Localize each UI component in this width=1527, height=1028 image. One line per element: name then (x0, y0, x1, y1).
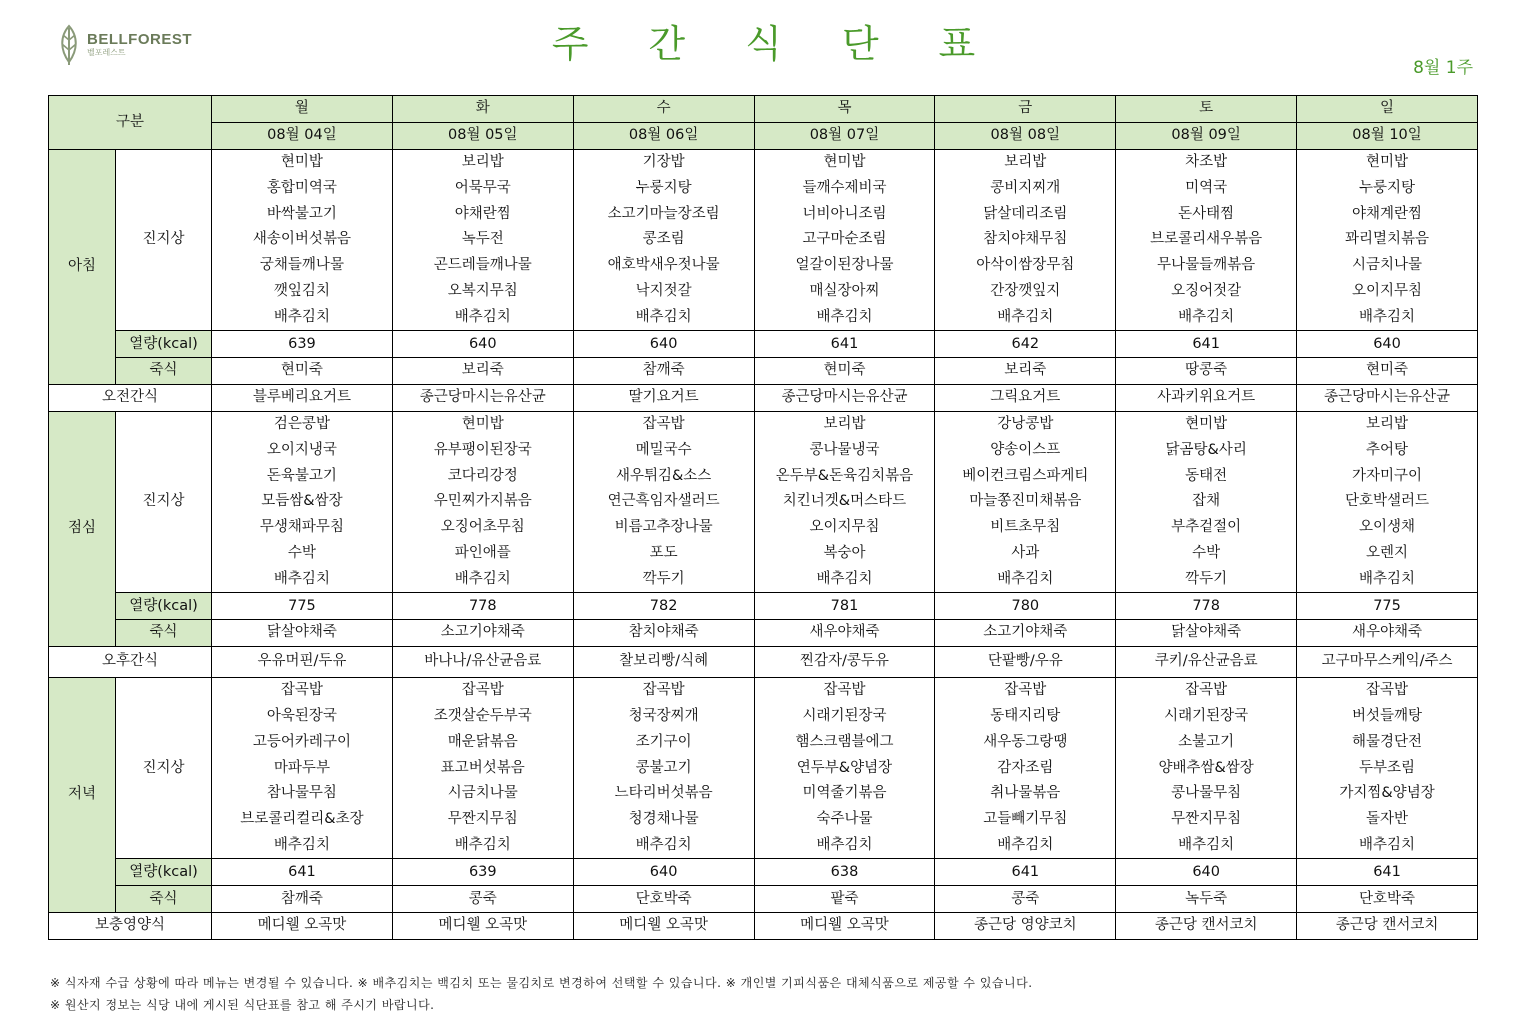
kcal-value: 641 (754, 331, 935, 358)
menu-item: 차조밥 (1116, 149, 1297, 175)
menu-item: 오복지무침 (392, 279, 573, 305)
supplement-item: 종근당 캔서코치 (1116, 912, 1297, 939)
kcal-value: 641 (1297, 859, 1478, 886)
porridge-item: 닭살야채죽 (1116, 619, 1297, 646)
menu-item: 버섯들깨탕 (1297, 704, 1478, 730)
weekly-menu-table (48, 95, 1478, 940)
kcal-value: 640 (573, 331, 754, 358)
notes (50, 972, 1033, 1016)
main-label: 진지상 (116, 149, 212, 331)
menu-item: 우민찌가지볶음 (392, 489, 573, 515)
porridge-item: 닭살야채죽 (212, 619, 393, 646)
brand-sub: 벨포레스트 (87, 48, 126, 57)
menu-item: 배추김치 (1116, 304, 1297, 330)
kcal-value: 640 (392, 331, 573, 358)
day-header: 금 (935, 96, 1116, 123)
menu-item: 잡곡밥 (212, 677, 393, 703)
note-line: ※ 원산지 정보는 식당 내에 게시된 식단표를 참고 해 주시기 바랍니다. (50, 998, 435, 1012)
page-title: 주간식단표 (551, 22, 1036, 66)
menu-item: 잡곡밥 (754, 677, 935, 703)
menu-item: 현미밥 (754, 149, 935, 175)
menu-item: 들깨수제비국 (754, 175, 935, 201)
menu-item: 시래기된장국 (754, 704, 935, 730)
kcal-value: 641 (935, 859, 1116, 886)
menu-item: 무짠지무침 (1116, 807, 1297, 833)
kcal-value: 640 (573, 859, 754, 886)
porridge-item: 소고기야채죽 (392, 619, 573, 646)
menu-item: 무짠지무침 (392, 807, 573, 833)
menu-item: 비트초무침 (935, 515, 1116, 541)
menu-item: 마늘쫑진미채볶음 (935, 489, 1116, 515)
breakfast-main-row (49, 279, 1478, 305)
am_snack-label: 오전간식 (49, 384, 212, 411)
menu-item: 오징어초무침 (392, 515, 573, 541)
menu-item: 파인애플 (392, 541, 573, 567)
menu-item: 배추김치 (754, 833, 935, 859)
menu-item: 돈사태찜 (1116, 201, 1297, 227)
menu-item: 누룽지탕 (1297, 175, 1478, 201)
menu-item: 바싹불고기 (212, 201, 393, 227)
porridge-item: 현미죽 (754, 357, 935, 384)
menu-item: 아욱된장국 (212, 704, 393, 730)
pm_snack-item: 고구마무스케익/주스 (1297, 646, 1478, 677)
porridge-item: 팥죽 (754, 886, 935, 913)
menu-item: 검은콩밥 (212, 411, 393, 437)
am_snack-item: 종근당마시는유산균 (392, 384, 573, 411)
brand-name: BELLFOREST (87, 31, 192, 48)
week-label: 8월 1주 (1413, 58, 1473, 78)
lunch-main-row (49, 515, 1478, 541)
menu-item: 야채계란찜 (1297, 201, 1478, 227)
lunch-main-row (49, 463, 1478, 489)
menu-item: 애호박새우젓나물 (573, 253, 754, 279)
menu-item: 복숭아 (754, 541, 935, 567)
menu-item: 녹두전 (392, 227, 573, 253)
menu-item: 치킨너겟&머스타드 (754, 489, 935, 515)
porridge-item: 현미죽 (212, 357, 393, 384)
day-header: 화 (392, 96, 573, 123)
breakfast-main-row (49, 201, 1478, 227)
menu-item: 배추김치 (1297, 566, 1478, 592)
pm_snack-item: 찰보리빵/식혜 (573, 646, 754, 677)
menu-item: 유부팽이된장국 (392, 437, 573, 463)
supplement-item: 메디웰 오곡맛 (392, 912, 573, 939)
dinner-porridge-row (49, 886, 1478, 913)
menu-item: 양배추쌈&쌈장 (1116, 755, 1297, 781)
kcal-label: 열량(kcal) (116, 593, 212, 620)
day-header: 일 (1297, 96, 1478, 123)
menu-item: 보리밥 (392, 149, 573, 175)
menu-item: 배추김치 (754, 304, 935, 330)
menu-item: 야채란찜 (392, 201, 573, 227)
dinner-main-row (49, 781, 1478, 807)
menu-item: 고구마순조림 (754, 227, 935, 253)
menu-item: 소불고기 (1116, 729, 1297, 755)
menu-item: 배추김치 (1297, 833, 1478, 859)
menu-item: 배추김치 (392, 566, 573, 592)
menu-item: 미역줄기볶음 (754, 781, 935, 807)
supplement-item: 메디웰 오곡맛 (573, 912, 754, 939)
menu-item: 연두부&양념장 (754, 755, 935, 781)
am_snack-row (49, 384, 1478, 411)
menu-item: 꽈리멸치볶음 (1297, 227, 1478, 253)
lunch-main-row (49, 541, 1478, 567)
menu-item: 궁채들깨나물 (212, 253, 393, 279)
menu-item: 콩불고기 (573, 755, 754, 781)
menu-item: 양송이스프 (935, 437, 1116, 463)
porridge-item: 참깨죽 (573, 357, 754, 384)
menu-item: 배추김치 (1297, 304, 1478, 330)
menu-item: 배추김치 (935, 304, 1116, 330)
menu-item: 잡채 (1116, 489, 1297, 515)
dinner-label: 저녁 (49, 677, 116, 912)
breakfast-main-row (49, 149, 1478, 175)
date-header: 08월 05일 (392, 122, 573, 149)
menu-item: 닭곰탕&사리 (1116, 437, 1297, 463)
porridge-item: 단호박죽 (573, 886, 754, 913)
lunch-label: 점심 (49, 411, 116, 646)
dinner-kcal-row (49, 859, 1478, 886)
lunch-main-row (49, 489, 1478, 515)
porridge-item: 콩죽 (935, 886, 1116, 913)
header-row-dates (49, 122, 1478, 149)
supplement-item: 종근당 캔서코치 (1297, 912, 1478, 939)
lunch-main-row (49, 566, 1478, 592)
kcal-value: 775 (1297, 593, 1478, 620)
menu-item: 새우동그랑땡 (935, 729, 1116, 755)
pm_snack-item: 바나나/유산균음료 (392, 646, 573, 677)
menu-item: 홍합미역국 (212, 175, 393, 201)
porridge-label: 죽식 (116, 886, 212, 913)
menu-item: 기장밥 (573, 149, 754, 175)
menu-item: 햄스크램블에그 (754, 729, 935, 755)
menu-item: 잡곡밥 (935, 677, 1116, 703)
menu-item: 매실장아찌 (754, 279, 935, 305)
menu-item: 배추김치 (1116, 833, 1297, 859)
date-header: 08월 06일 (573, 122, 754, 149)
menu-item: 사과 (935, 541, 1116, 567)
menu-item: 잡곡밥 (1116, 677, 1297, 703)
date-header: 08월 09일 (1116, 122, 1297, 149)
day-header: 목 (754, 96, 935, 123)
menu-item: 현미밥 (1116, 411, 1297, 437)
porridge-item: 새우야채죽 (1297, 619, 1478, 646)
am_snack-item: 딸기요거트 (573, 384, 754, 411)
breakfast-main-row (49, 304, 1478, 330)
menu-item: 느타리버섯볶음 (573, 781, 754, 807)
supplement-row (49, 912, 1478, 939)
kcal-value: 640 (1297, 331, 1478, 358)
breakfast-main-row (49, 227, 1478, 253)
kcal-value: 781 (754, 593, 935, 620)
menu-item: 코다리강정 (392, 463, 573, 489)
menu-item: 콩비지찌개 (935, 175, 1116, 201)
menu-item: 해물경단전 (1297, 729, 1478, 755)
menu-item: 콩나물냉국 (754, 437, 935, 463)
breakfast-main-row (49, 253, 1478, 279)
day-header: 월 (212, 96, 393, 123)
menu-item: 동태지리탕 (935, 704, 1116, 730)
date-header: 08월 07일 (754, 122, 935, 149)
menu-item: 낙지젓갈 (573, 279, 754, 305)
menu-item: 비름고추장나물 (573, 515, 754, 541)
dinner-main-row (49, 729, 1478, 755)
kcal-label: 열량(kcal) (116, 331, 212, 358)
menu-item: 잡곡밥 (573, 677, 754, 703)
menu-item: 오이지냉국 (212, 437, 393, 463)
menu-item: 깍두기 (1116, 566, 1297, 592)
menu-item: 수박 (1116, 541, 1297, 567)
menu-item: 시래기된장국 (1116, 704, 1297, 730)
date-header: 08월 04일 (212, 122, 393, 149)
porridge-item: 콩죽 (392, 886, 573, 913)
menu-item: 고들빼기무침 (935, 807, 1116, 833)
main-label: 진지상 (116, 411, 212, 593)
menu-item: 시금치나물 (392, 781, 573, 807)
pm_snack-item: 찐감자/콩두유 (754, 646, 935, 677)
pm_snack-label: 오후간식 (49, 646, 212, 677)
menu-item: 가지찜&양념장 (1297, 781, 1478, 807)
menu-item: 참나물무침 (212, 781, 393, 807)
kcal-value: 642 (935, 331, 1116, 358)
am_snack-item: 블루베리요거트 (212, 384, 393, 411)
menu-item: 콩나물무침 (1116, 781, 1297, 807)
menu-item: 배추김치 (573, 833, 754, 859)
menu-item: 현미밥 (212, 149, 393, 175)
menu-item: 잡곡밥 (573, 411, 754, 437)
menu-item: 배추김치 (573, 304, 754, 330)
porridge-item: 현미죽 (1297, 357, 1478, 384)
kcal-value: 639 (392, 859, 573, 886)
breakfast-label: 아침 (49, 149, 116, 384)
am_snack-item: 사과키위요거트 (1116, 384, 1297, 411)
menu-item: 현미밥 (1297, 149, 1478, 175)
porridge-item: 녹두죽 (1116, 886, 1297, 913)
lunch-main-row (49, 437, 1478, 463)
menu-item: 모듬쌈&쌈장 (212, 489, 393, 515)
menu-item: 곤드레들깨나물 (392, 253, 573, 279)
supplement-label: 보충영양식 (49, 912, 212, 939)
menu-item: 보리밥 (1297, 411, 1478, 437)
menu-item: 매운닭볶음 (392, 729, 573, 755)
menu-item: 배추김치 (935, 566, 1116, 592)
kcal-value: 778 (1116, 593, 1297, 620)
porridge-item: 소고기야채죽 (935, 619, 1116, 646)
kcal-value: 780 (935, 593, 1116, 620)
menu-item: 오이지무침 (754, 515, 935, 541)
menu-item: 오징어젓갈 (1116, 279, 1297, 305)
dinner-main-row (49, 807, 1478, 833)
menu-item: 새우튀김&소스 (573, 463, 754, 489)
dinner-main-row (49, 677, 1478, 703)
note-line: ※ 식자재 수급 상황에 따라 메뉴는 변경될 수 있습니다. ※ 배추김치는 백김치 또는 물김치로 변경하여 선택할 수 있습니다. ※ 개인별 기피식품은 대체식품으로 제공할 수 있습니다. (50, 976, 1033, 990)
menu-item: 부추겉절이 (1116, 515, 1297, 541)
porridge-item: 단호박죽 (1297, 886, 1478, 913)
menu-item: 강낭콩밥 (935, 411, 1116, 437)
supplement-item: 종근당 영양코치 (935, 912, 1116, 939)
header-row-days (49, 96, 1478, 123)
menu-item: 보리밥 (935, 149, 1116, 175)
dinner-main-row (49, 833, 1478, 859)
menu-item: 연근흑임자샐러드 (573, 489, 754, 515)
menu-item: 표고버섯볶음 (392, 755, 573, 781)
menu-item: 배추김치 (392, 833, 573, 859)
breakfast-main-row (49, 175, 1478, 201)
menu-item: 오이생채 (1297, 515, 1478, 541)
menu-item: 베이컨크림스파게티 (935, 463, 1116, 489)
porridge-item: 보리죽 (935, 357, 1116, 384)
dinner-main-row (49, 704, 1478, 730)
menu-item: 동태전 (1116, 463, 1297, 489)
menu-item: 배추김치 (212, 566, 393, 592)
porridge-label: 죽식 (116, 619, 212, 646)
pm_snack-item: 단팥빵/우유 (935, 646, 1116, 677)
kcal-value: 782 (573, 593, 754, 620)
menu-item: 수박 (212, 541, 393, 567)
breakfast-porridge-row (49, 357, 1478, 384)
menu-item: 닭살데리조림 (935, 201, 1116, 227)
menu-item: 숙주나물 (754, 807, 935, 833)
menu-item: 무생채파무침 (212, 515, 393, 541)
menu-item: 무나물들깨볶음 (1116, 253, 1297, 279)
porridge-item: 땅콩죽 (1116, 357, 1297, 384)
menu-item: 보리밥 (754, 411, 935, 437)
menu-item: 돈육불고기 (212, 463, 393, 489)
kcal-value: 641 (212, 859, 393, 886)
day-header: 수 (573, 96, 754, 123)
menu-item: 아삭이쌈장무침 (935, 253, 1116, 279)
menu-item: 배추김치 (935, 833, 1116, 859)
porridge-label: 죽식 (116, 357, 212, 384)
pm_snack-row (49, 646, 1478, 677)
menu-item: 온두부&돈육김치볶음 (754, 463, 935, 489)
menu-item: 미역국 (1116, 175, 1297, 201)
porridge-item: 참치야채죽 (573, 619, 754, 646)
menu-item: 배추김치 (754, 566, 935, 592)
menu-item: 깻잎김치 (212, 279, 393, 305)
lunch-kcal-row (49, 593, 1478, 620)
menu-item: 시금치나물 (1297, 253, 1478, 279)
pm_snack-item: 우유머핀/두유 (212, 646, 393, 677)
menu-item: 배추김치 (212, 833, 393, 859)
date-header: 08월 08일 (935, 122, 1116, 149)
kcal-value: 641 (1116, 331, 1297, 358)
menu-item: 포도 (573, 541, 754, 567)
am_snack-item: 종근당마시는유산균 (754, 384, 935, 411)
menu-item: 가자미구이 (1297, 463, 1478, 489)
kcal-value: 638 (754, 859, 935, 886)
kcal-value: 639 (212, 331, 393, 358)
day-header: 토 (1116, 96, 1297, 123)
menu-item: 조기구이 (573, 729, 754, 755)
menu-item: 조갯살순두부국 (392, 704, 573, 730)
menu-item: 얼갈이된장나물 (754, 253, 935, 279)
menu-item: 청국장찌개 (573, 704, 754, 730)
menu-item: 단호박샐러드 (1297, 489, 1478, 515)
supplement-item: 메디웰 오곡맛 (212, 912, 393, 939)
kcal-value: 778 (392, 593, 573, 620)
menu-item: 콩조림 (573, 227, 754, 253)
supplement-item: 메디웰 오곡맛 (754, 912, 935, 939)
category-header: 구분 (49, 96, 212, 150)
pm_snack-item: 쿠키/유산균음료 (1116, 646, 1297, 677)
lunch-main-row (49, 411, 1478, 437)
menu-item: 브로콜리컬리&초장 (212, 807, 393, 833)
menu-item: 브로콜리새우볶음 (1116, 227, 1297, 253)
menu-item: 배추김치 (392, 304, 573, 330)
menu-item: 너비아니조림 (754, 201, 935, 227)
menu-item: 메밀국수 (573, 437, 754, 463)
menu-item: 고등어카레구이 (212, 729, 393, 755)
menu-item: 오이지무침 (1297, 279, 1478, 305)
menu-item: 두부조림 (1297, 755, 1478, 781)
kcal-value: 640 (1116, 859, 1297, 886)
porridge-item: 참깨죽 (212, 886, 393, 913)
menu-item: 참치야채무침 (935, 227, 1116, 253)
am_snack-item: 종근당마시는유산균 (1297, 384, 1478, 411)
porridge-item: 새우야채죽 (754, 619, 935, 646)
porridge-item: 보리죽 (392, 357, 573, 384)
menu-item: 어묵무국 (392, 175, 573, 201)
menu-item: 누룽지탕 (573, 175, 754, 201)
lunch-porridge-row (49, 619, 1478, 646)
menu-item: 오렌지 (1297, 541, 1478, 567)
menu-item: 깍두기 (573, 566, 754, 592)
kcal-label: 열량(kcal) (116, 859, 212, 886)
date-header: 08월 10일 (1297, 122, 1478, 149)
menu-item: 마파두부 (212, 755, 393, 781)
menu-item: 추어탕 (1297, 437, 1478, 463)
am_snack-item: 그릭요거트 (935, 384, 1116, 411)
menu-item: 청경채나물 (573, 807, 754, 833)
menu-item: 돌자반 (1297, 807, 1478, 833)
kcal-value: 775 (212, 593, 393, 620)
menu-item: 취나물볶음 (935, 781, 1116, 807)
main-label: 진지상 (116, 677, 212, 859)
menu-item: 감자조림 (935, 755, 1116, 781)
menu-item: 소고기마늘장조림 (573, 201, 754, 227)
menu-item: 잡곡밥 (1297, 677, 1478, 703)
dinner-main-row (49, 755, 1478, 781)
menu-item: 현미밥 (392, 411, 573, 437)
menu-item: 간장깻잎지 (935, 279, 1116, 305)
breakfast-kcal-row (49, 331, 1478, 358)
menu-item: 잡곡밥 (392, 677, 573, 703)
menu-item: 새송이버섯볶음 (212, 227, 393, 253)
menu-item: 배추김치 (212, 304, 393, 330)
